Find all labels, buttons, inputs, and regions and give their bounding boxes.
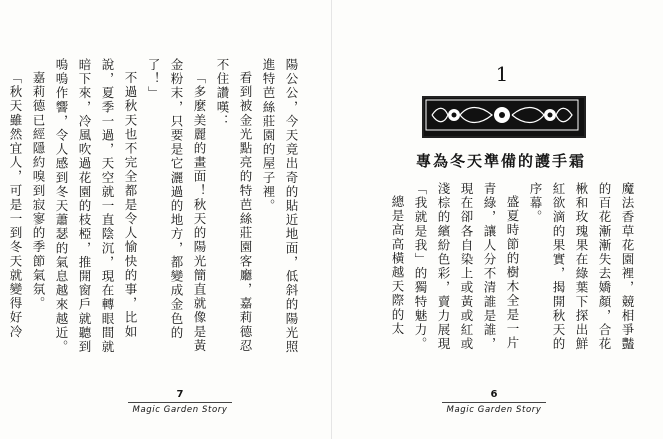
paragraph: 不過秋天也不完全都是令人愉快的事，比如說，夏季一過，天空就一直陰沉，現在轉眼間就暗下來，冷風吹過花園的枝椏，推開窗戶就聽到嗚嗚作響，令人感到冬天蕭瑟的氣息越來越近。 [54, 58, 138, 355]
paragraph: 盛夏時節的樹木全是一片青綠，讓人分不清誰是誰，現在卻各自染上或黃或紅或淺棕的繽紛色彩，賣力展現「我就是我」的獨特魅力。 [413, 182, 520, 352]
right-page-body-text [390, 182, 639, 360]
page-number: 7 [176, 389, 184, 400]
chapter-ornament-banner [422, 96, 586, 138]
running-head: Magic Garden Story [128, 402, 232, 415]
paragraph: 嘉莉德已經隱約嗅到寂寥的季節氣氛。 [31, 70, 46, 311]
paragraph: 陽公公，今天竟出奇的貼近地面，低斜的陽光照進特芭絲莊園的屋子裡。 [261, 58, 299, 355]
paragraph: 魔法香草花園裡，競相爭豔的百花漸漸失去嬌顏，合花楸和玫瑰果在綠葉下探出鮮紅欲滴的果實，揭開秋天的序幕。 [528, 182, 635, 352]
floral-ornament-icon [424, 98, 580, 132]
chapter-title: 專為冬天準備的護手霜 [415, 152, 586, 170]
page-number: 6 [490, 389, 498, 400]
right-page [332, 0, 663, 439]
left-page-body-text [8, 58, 303, 358]
paragraph: 「多麼美麗的畫面！秋天的陽光簡直就像是黃金粉末，只要是它灑過的地方，都變成金色的了！」 [146, 58, 207, 353]
left-page-footer [110, 389, 250, 415]
paragraph: 總是高高橫越天際的太 [390, 194, 405, 336]
paragraph: 看到被金光點亮的特芭絲莊園客廳，嘉莉德忍不住讚嘆： [215, 58, 253, 353]
running-head: Magic Garden Story [442, 402, 546, 415]
paragraph: 「秋天雖然宜人，可是一到冬天就變得好冷 [8, 70, 23, 339]
chapter-number: 1 [495, 62, 509, 86]
right-page-footer [424, 389, 564, 415]
